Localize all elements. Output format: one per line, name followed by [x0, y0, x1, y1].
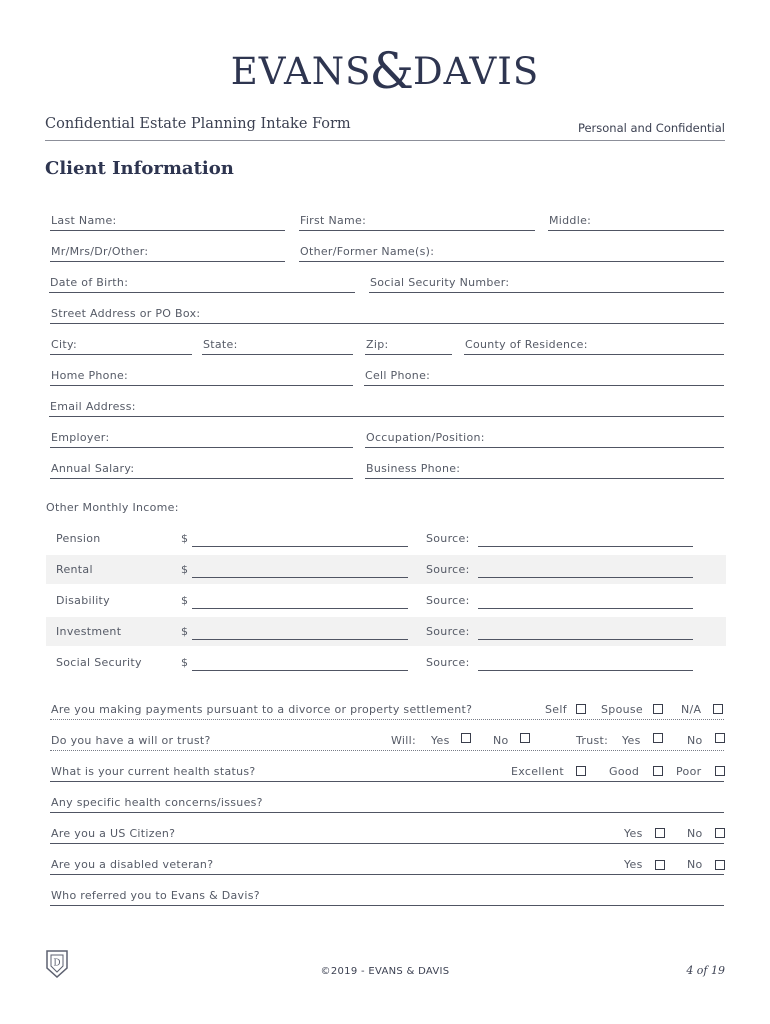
- county-label: County of Residence:: [465, 338, 588, 351]
- will-no-checkbox[interactable]: [520, 733, 530, 743]
- logo-ampersand: &: [369, 42, 415, 100]
- will-no-label: No: [493, 734, 509, 747]
- form-title: Confidential Estate Planning Intake Form: [45, 116, 351, 132]
- zip-label: Zip:: [366, 338, 389, 351]
- middle-name-label: Middle:: [549, 214, 592, 227]
- veteran-yes-label: Yes: [624, 858, 643, 871]
- health-question-text: What is your current health status?: [51, 765, 256, 778]
- income-label-social-security: Social Security: [56, 656, 142, 669]
- source-label: Source:: [426, 563, 470, 576]
- street-address-field[interactable]: [50, 307, 724, 324]
- health-good-checkbox[interactable]: [653, 766, 663, 776]
- copyright-text: ©2019 - EVANS & DAVIS: [320, 966, 450, 977]
- home-phone-label: Home Phone:: [51, 369, 129, 382]
- social-security-amount-input[interactable]: [192, 669, 408, 671]
- referral-label: Who referred you to Evans & Davis?: [51, 889, 260, 902]
- income-label-pension: Pension: [56, 532, 101, 545]
- health-excellent-checkbox[interactable]: [576, 766, 586, 776]
- source-label: Source:: [426, 625, 470, 638]
- health-good-label: Good: [609, 765, 640, 778]
- first-name-field[interactable]: [299, 214, 535, 231]
- citizen-no-checkbox[interactable]: [715, 828, 725, 838]
- disability-amount-input[interactable]: [192, 607, 408, 609]
- city-label: City:: [51, 338, 77, 351]
- occupation-label: Occupation/Position:: [366, 431, 485, 444]
- health-excellent-label: Excellent: [511, 765, 564, 778]
- pension-source-input[interactable]: [478, 545, 693, 547]
- employer-field[interactable]: [50, 431, 353, 448]
- pension-amount-input[interactable]: [192, 545, 408, 547]
- business-phone-field[interactable]: [365, 462, 724, 479]
- self-checkbox[interactable]: [576, 704, 586, 714]
- last-name-label: Last Name:: [51, 214, 117, 227]
- email-field[interactable]: [49, 400, 724, 417]
- veteran-no-label: No: [687, 858, 703, 871]
- city-field[interactable]: [50, 338, 192, 355]
- email-label: Email Address:: [50, 400, 136, 413]
- confidential-label: Personal and Confidential: [577, 121, 725, 135]
- health-concerns-field[interactable]: [50, 796, 724, 813]
- source-label: Source:: [426, 594, 470, 607]
- home-phone-field[interactable]: [50, 369, 353, 386]
- social-security-source-input[interactable]: [478, 669, 693, 671]
- employer-label: Employer:: [51, 431, 110, 444]
- disability-source-input[interactable]: [478, 607, 693, 609]
- county-field[interactable]: [464, 338, 724, 355]
- currency-symbol: $: [181, 625, 189, 638]
- veteran-question-row: [50, 858, 724, 875]
- income-row-shade: [46, 617, 726, 646]
- date-of-birth-label: Date of Birth:: [50, 276, 129, 289]
- trust-no-checkbox[interactable]: [715, 733, 725, 743]
- logo-text-evans: EVANS: [230, 50, 372, 93]
- source-label: Source:: [426, 656, 470, 669]
- ssn-label: Social Security Number:: [370, 276, 510, 289]
- trust-no-label: No: [687, 734, 703, 747]
- veteran-question-text: Are you a disabled veteran?: [51, 858, 214, 871]
- citizen-no-label: No: [687, 827, 703, 840]
- ssn-field[interactable]: [369, 276, 724, 293]
- income-row-shade: [46, 555, 726, 584]
- trust-yes-label: Yes: [622, 734, 641, 747]
- will-trust-question-text: Do you have a will or trust?: [51, 734, 211, 747]
- former-names-field[interactable]: [299, 245, 724, 262]
- zip-field[interactable]: [365, 338, 452, 355]
- section-title: Client Information: [45, 158, 234, 179]
- date-of-birth-field[interactable]: [49, 276, 355, 293]
- currency-symbol: $: [181, 532, 189, 545]
- veteran-yes-checkbox[interactable]: [655, 860, 665, 870]
- citizen-question-row: [50, 827, 724, 844]
- salutation-label: Mr/Mrs/Dr/Other:: [51, 245, 149, 258]
- state-field[interactable]: [202, 338, 353, 355]
- trust-label: Trust:: [576, 734, 609, 747]
- will-yes-checkbox[interactable]: [461, 733, 471, 743]
- option-label-na: N/A: [681, 703, 702, 716]
- trust-yes-checkbox[interactable]: [653, 733, 663, 743]
- annual-salary-field[interactable]: [50, 462, 353, 479]
- investment-amount-input[interactable]: [192, 638, 408, 640]
- state-label: State:: [203, 338, 238, 351]
- referral-field[interactable]: [50, 889, 724, 906]
- health-poor-label: Poor: [676, 765, 702, 778]
- citizen-question-text: Are you a US Citizen?: [51, 827, 176, 840]
- investment-source-input[interactable]: [478, 638, 693, 640]
- will-yes-label: Yes: [431, 734, 450, 747]
- will-label: Will:: [391, 734, 417, 747]
- other-income-heading: Other Monthly Income:: [46, 501, 179, 514]
- health-concerns-label: Any specific health concerns/issues?: [51, 796, 263, 809]
- source-label: Source:: [426, 532, 470, 545]
- health-poor-checkbox[interactable]: [715, 766, 725, 776]
- currency-symbol: $: [181, 563, 189, 576]
- currency-symbol: $: [181, 594, 189, 607]
- citizen-yes-label: Yes: [624, 827, 643, 840]
- first-name-label: First Name:: [300, 214, 367, 227]
- cell-phone-label: Cell Phone:: [365, 369, 431, 382]
- citizen-yes-checkbox[interactable]: [655, 828, 665, 838]
- currency-symbol: $: [181, 656, 189, 669]
- veteran-no-checkbox[interactable]: [715, 860, 725, 870]
- page-number: 4 of 19: [686, 964, 725, 977]
- income-label-rental: Rental: [56, 563, 93, 576]
- option-label-spouse: Spouse: [601, 703, 643, 716]
- street-address-label: Street Address or PO Box:: [51, 307, 201, 320]
- option-label-self: Self: [545, 703, 567, 716]
- income-label-investment: Investment: [56, 625, 122, 638]
- title-divider: [45, 140, 725, 141]
- annual-salary-label: Annual Salary:: [51, 462, 135, 475]
- spouse-checkbox[interactable]: [653, 704, 663, 714]
- occupation-field[interactable]: [365, 431, 724, 448]
- logo-text-davis: DAVIS: [412, 50, 540, 93]
- last-name-field[interactable]: [50, 214, 285, 231]
- middle-name-field[interactable]: [548, 214, 724, 231]
- cell-phone-field[interactable]: [364, 369, 724, 386]
- svg-text:D: D: [53, 958, 61, 969]
- former-names-label: Other/Former Name(s):: [300, 245, 435, 258]
- company-logo: [0, 42, 770, 100]
- divorce-question-text: Are you making payments pursuant to a divorce or property settlement?: [51, 703, 473, 716]
- business-phone-label: Business Phone:: [366, 462, 461, 475]
- rental-source-input[interactable]: [478, 576, 693, 578]
- salutation-field[interactable]: [50, 245, 285, 262]
- na-checkbox[interactable]: [713, 704, 723, 714]
- rental-amount-input[interactable]: [192, 576, 408, 578]
- income-label-disability: Disability: [56, 594, 110, 607]
